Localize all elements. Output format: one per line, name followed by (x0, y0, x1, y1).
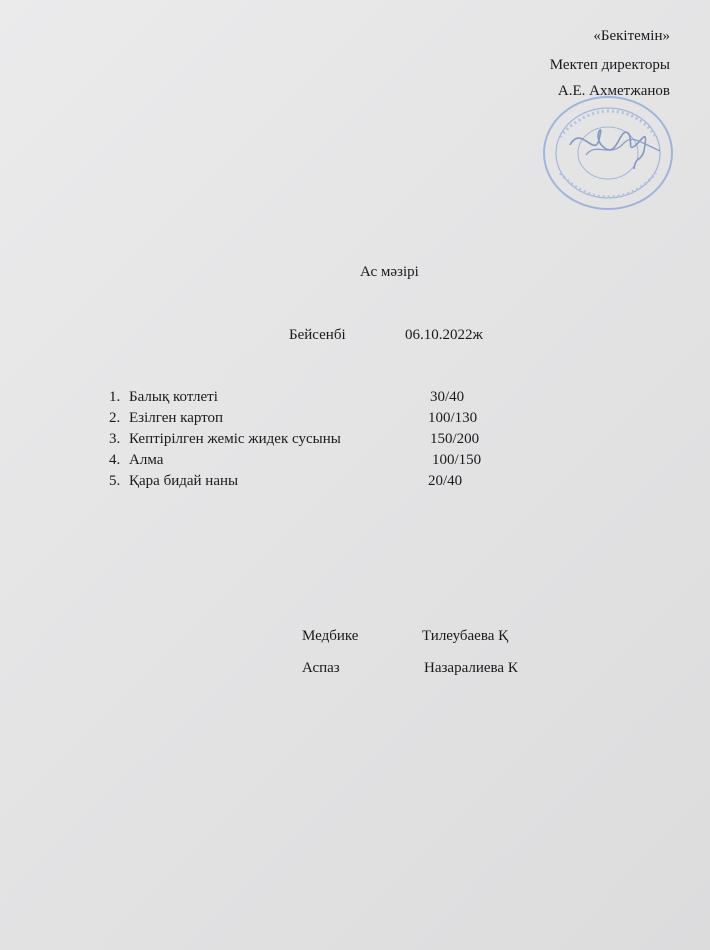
signatory-name-cook: Назаралиева К (424, 660, 518, 676)
list-item: 2. Езілген картоп (109, 410, 224, 426)
menu-title: Ас мәзірі (360, 264, 419, 280)
date-label: 06.10.2022ж (405, 327, 483, 343)
list-item-portion: 100/150 (432, 452, 482, 468)
official-stamp-icon (540, 93, 676, 213)
list-item: 3. Кептірілген жеміс жидек сусыны (109, 431, 341, 447)
signatory-name-nurse: Тилеубаева Қ (422, 628, 509, 644)
list-item: 5. Қара бидай наны (109, 473, 239, 489)
approval-heading: «Бекітемін» (593, 28, 670, 44)
list-item-portion: 20/40 (428, 473, 463, 489)
list-item: 4. Алма (109, 452, 164, 468)
list-item-portion: 30/40 (430, 389, 465, 405)
signatory-role-cook: Аспаз (302, 660, 340, 676)
approval-position: Мектеп директоры (549, 57, 670, 73)
list-item-portion: 100/130 (428, 410, 478, 426)
day-label: Бейсенбі (289, 327, 346, 343)
list-item-portion: 150/200 (430, 431, 480, 447)
signatory-role-nurse: Медбике (302, 628, 359, 644)
list-item: 1. Балық котлеті (109, 389, 218, 405)
approval-name: А.Е. Ахметжанов (557, 83, 670, 99)
